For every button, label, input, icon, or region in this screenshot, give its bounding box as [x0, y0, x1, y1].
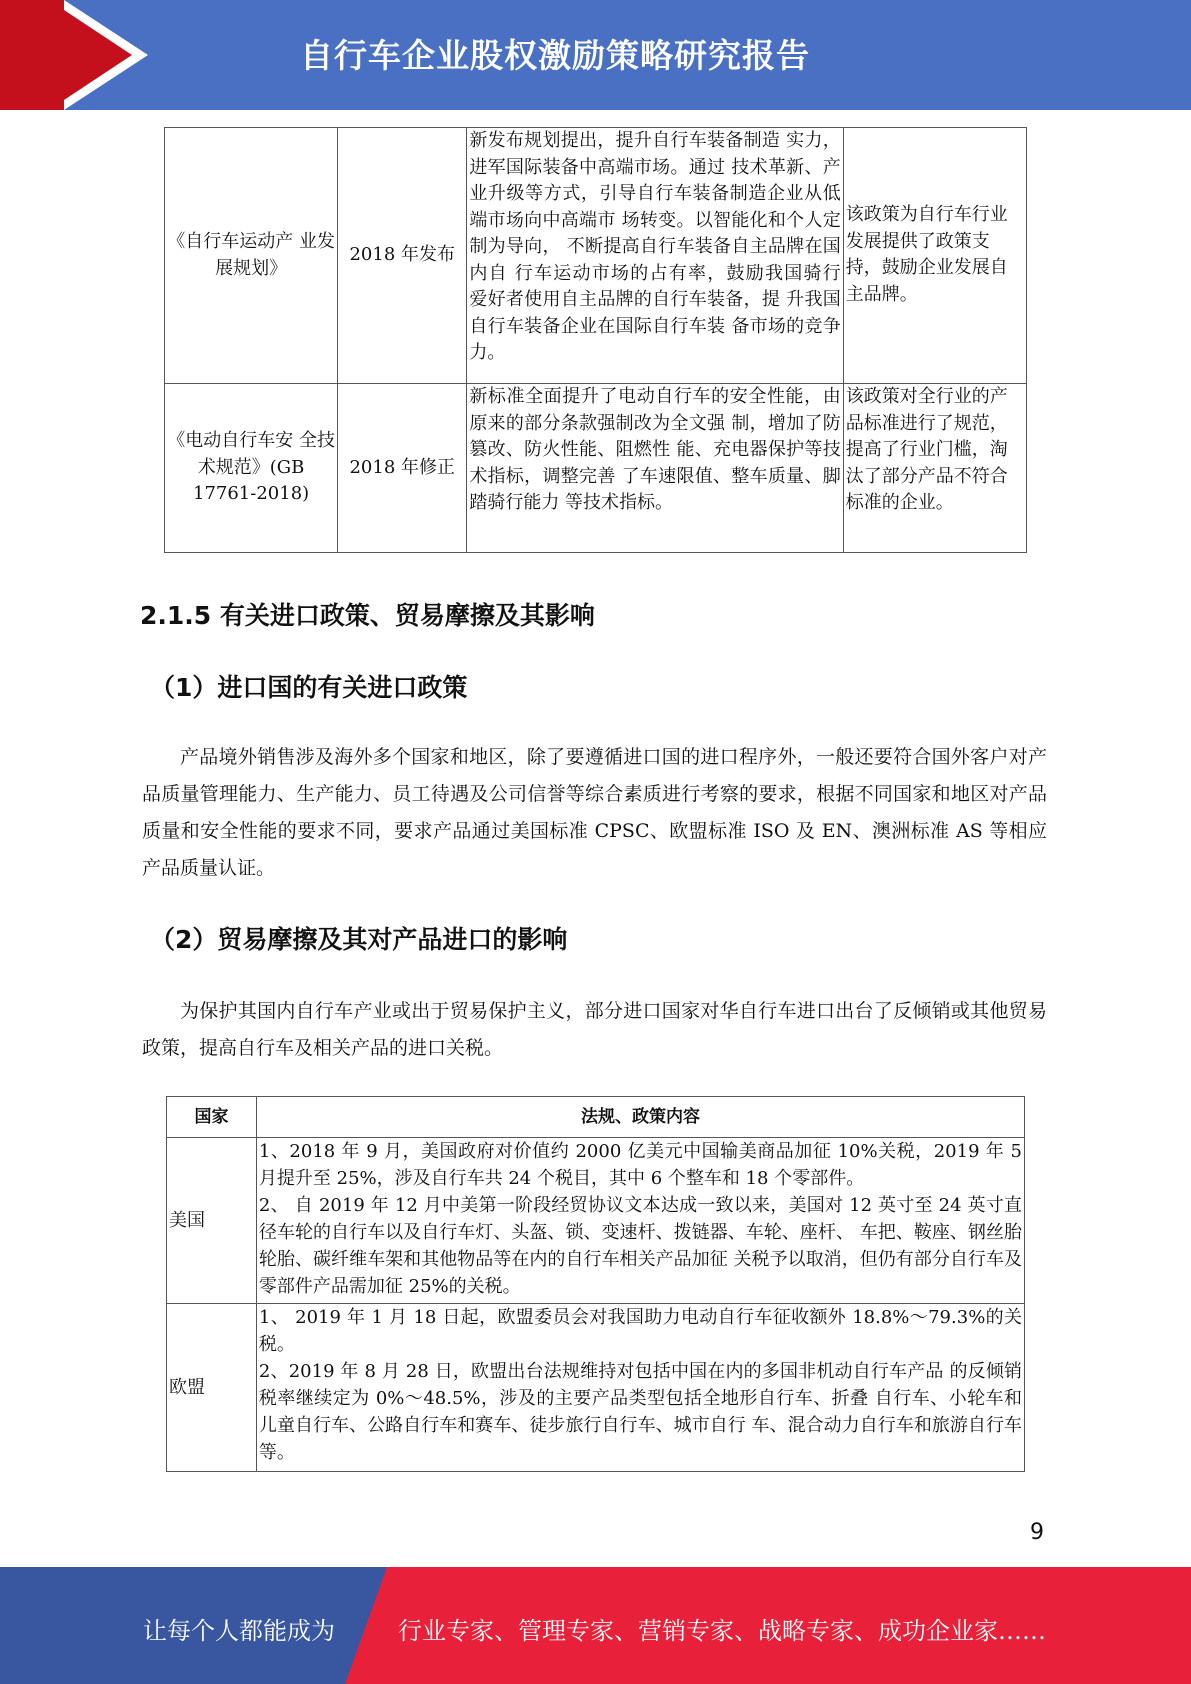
subsection-heading-1: （1）进口国的有关进口政策 [150, 673, 468, 702]
page-number: 9 [1030, 1520, 1044, 1545]
section-heading: 2.1.5 有关进口政策、贸易摩擦及其影响 [140, 601, 595, 630]
table-header-row [167, 1097, 1025, 1138]
paragraph-text: 为保护其国内自行车产业或出于贸易保护主义，部分进口国家对华自行车进口出台了反倾销或其他贸易政策，提高自行车及相关产品的进口关税。 [142, 1000, 1047, 1059]
table-row [165, 384, 1027, 553]
header-red-chevron [64, 10, 132, 100]
policy-content-cell [256, 1304, 1024, 1472]
policy-content: 新发布规划提出，提升自行车装备制造 实力，进军国际装备中高端市场。通过 技术革新、产业升级等方式，引导自行车装备制造企业从低端市场向中高端市 场转变。以智能化和个人定制为导向， 不断提高自行车装备自主品牌在国内自 行车运动市场的占有率，鼓励我国骑行 爱好者使用自主品牌的自行车装备，提 升我国自行车装备企业在国际自行车装 备市场的竞争力。 [467, 128, 843, 384]
country-cell: 美国 [167, 1138, 257, 1304]
paragraph-text: 产品境外销售涉及海外多个国家和地区，除了要遵循进口国的进口程序外，一般还要符合国外客户对产品质量管理能力、生产能力、员工待遇及公司信誉等综合素质进行考察的要求，根据不同国家和地区对产品质量和安全性能的要求不同，要求产品通过美国标准 CPSC、欧盟标准 ISO 及 EN、澳洲标准 AS 等相应产品质量认证。 [142, 746, 1047, 879]
table-row [165, 128, 1027, 384]
policy-item: 1、 2019 年 1 月 18 日起，欧盟委员会对我国助力电动自行车征收额外 18.8%～79.3%的关税。 [258, 1307, 1022, 1355]
subsection-heading-2: （2）贸易摩擦及其对产品进口的影响 [150, 925, 568, 954]
footer-slogan-left: 让每个人都能成为 [143, 1617, 335, 1645]
policy-table [164, 127, 1027, 553]
footer-banner [0, 1567, 1191, 1684]
trade-policy-table [166, 1096, 1025, 1472]
header-red-block [0, 0, 64, 110]
paragraph-trade-friction [142, 993, 1047, 1067]
policy-content-cell [256, 1138, 1024, 1304]
report-title: 自行车企业股权激励策略研究报告 [300, 36, 810, 75]
column-header-country: 国家 [167, 1097, 257, 1138]
policy-impact: 该政策为自行车行业发展提供了政策支持，鼓励企业发展自主品牌。 [843, 128, 1026, 384]
policy-content: 新标准全面提升了电动自行车的安全性能，由原来的部分条款强制改为全文强 制，增加了防篡改、防火性能、阻燃性 能、充电器保护等技术指标，调整完善 了车速限值、整车质量、脚踏骑行能力 等技术指标。 [467, 384, 843, 553]
paragraph-import-policy [142, 739, 1047, 887]
policy-name: 《电动自行车安 全技术规范》(GB 17761-2018) [165, 384, 338, 553]
column-header-content: 法规、政策内容 [256, 1097, 1024, 1138]
table-row [167, 1304, 1025, 1472]
table-row [167, 1138, 1025, 1304]
policy-item: 2、2019 年 8 月 28 日，欧盟出台法规维持对包括中国在内的多国非机动自行车产品 的反倾销税率继续定为 0%～48.5%，涉及的主要产品类型包括全地形自行车、折叠 自行车、小轮车和儿童自行车、公路自行车和赛车、徒步旅行自行车、城市自行 车、混合动力自行车和旅游自行车等。 [258, 1361, 1022, 1463]
country-cell: 欧盟 [167, 1304, 257, 1472]
policy-item: 1、2018 年 9 月，美国政府对价值约 2000 亿美元中国输美商品加征 10%关税，2019 年 5 月提升至 25%，涉及自行车共 24 个税目，其中 6 个整车和 18 个零部件。 [258, 1141, 1022, 1189]
footer-slant [345, 1567, 387, 1684]
footer-slogan-right: 行业专家、管理专家、营销专家、战略专家、成功企业家…… [398, 1617, 1046, 1645]
policy-date: 2018 年发布 [338, 128, 467, 384]
policy-item: 2、 自 2019 年 12 月中美第一阶段经贸协议文本达成一致以来，美国对 12 英寸至 24 英寸直径车轮的自行车以及自行车灯、头盔、锁、变速杆、拨链器、车轮、座杆、 车把、鞍座、钢丝胎轮胎、碳纤维车架和其他物品等在内的自行车相关产品加征 关税予以取消，但仍有部分自行车及零部件产品需加征 25%的关税。 [258, 1195, 1022, 1297]
header-banner [0, 0, 1191, 110]
policy-name: 《自行车运动产 业发展规划》 [165, 128, 338, 384]
policy-date: 2018 年修正 [338, 384, 467, 553]
policy-impact: 该政策对全行业的产品标准进行了规范，提高了行业门槛，淘汰了部分产品不符合标准的企业。 [843, 384, 1026, 553]
